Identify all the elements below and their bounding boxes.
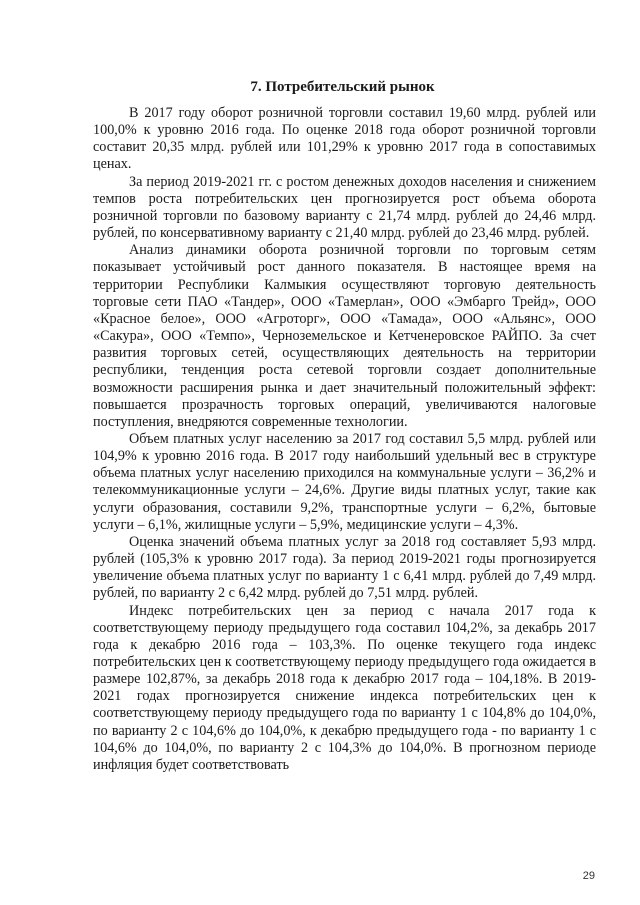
paragraph-retail-forecast: За период 2019-2021 гг. с ростом денежных доходов населения и снижением темпов роста потребительских цен прогнозируется рост объема оборота розничной торговли по базовому варианту с 21,74 млрд. рублей до 24,46 млрд. рублей, по консервативному варианту с 21,40 млрд. рублей до 23,46 млрд. рублей. <box>93 173 596 242</box>
section-heading: 7. Потребительский рынок <box>250 79 435 95</box>
paragraph-paid-services-forecast: Оценка значений объема платных услуг за 2018 год составляет 5,93 млрд. рублей (105,3% к уровню 2017 года). За период 2019-2021 годы прогнозируется увеличение объема платных услуг по варианту 1 с 6,41 млрд. рублей до 7,49 млрд. рублей, по варианту 2 с 6,42 млрд. рублей до 7,51 млрд. рублей. <box>93 533 596 602</box>
paragraph-consumer-price-index: Индекс потребительских цен за период с начала 2017 года к соответствующему периоду предыдущего года составил 104,2%, за декабрь 2017 года к декабрю 2016 года – 103,3%. По оценке текущего года индекс потребительских цен к соответствующему периоду предыдущего года ожидается в размере 102,87%, за декабрь 2018 года к декабрю 2017 года – 104,18%. В 2019-2021 годах прогнозируется снижение индекса потребительских цен к соответствующему периоду предыдущего года по варианту 1 с 104,8% до 104,0%, по варианту 2 с 104,6% до 104,0%, к декабрю предыдущего года - по варианту 1 с 104,6% до 104,0%, по варианту 2 с 104,3% до 104,0%. В прогнозном периоде инфляция будет соответствовать <box>93 602 596 773</box>
paragraph-paid-services: Объем платных услуг населению за 2017 год составил 5,5 млрд. рублей или 104,9% к уровню 2016 года. В 2017 году наибольший удельный вес в структуре объема платных услуг населению приходился на коммунальные услуги – 36,2% и телекоммуникационные услуги – 24,6%. Другие виды платных услуг, такие как услуги образования, составили 9,2%, транспортные услуги – 6,2%, бытовые услуги – 6,1%, жилищные услуги – 5,9%, медицинские услуги – 4,3%. <box>93 430 596 533</box>
page-number: 29 <box>582 870 595 882</box>
paragraph-retail-turnover: В 2017 году оборот розничной торговли составил 19,60 млрд. рублей или 100,0% к уровню 2016 года. По оценке 2018 года оборот розничной торговли составит 20,35 млрд. рублей или 101,29% к уровню 2017 года в сопоставимых ценах. <box>93 105 596 173</box>
document-body <box>93 105 596 774</box>
paragraph-retail-chains: Анализ динамики оборота розничной торговли по торговым сетям показывает устойчивый рост данного показателя. В настоящее время на территории Республики Калмыкия осуществляют торговую деятельность торговые сети ПАО «Тандер», ООО «Тамерлан», ООО «Эмбарго Трейд», ООО «Красное белое», ООО «Агроторг», ООО «Тамада», ООО «Альянс», ООО «Сакура», ООО «Темпо», Черноземельское и Кетченеровское РАЙПО. За счет развития торговых сетей, осуществляющих деятельность на территории республики, тенденция роста сетевой торговли создает дополнительные возможности расширения рынка и дает значительный положительный эффект: повышается прозрачность торговых операций, увеличиваются налоговые поступления, внедряются современные технологии. <box>93 242 596 430</box>
